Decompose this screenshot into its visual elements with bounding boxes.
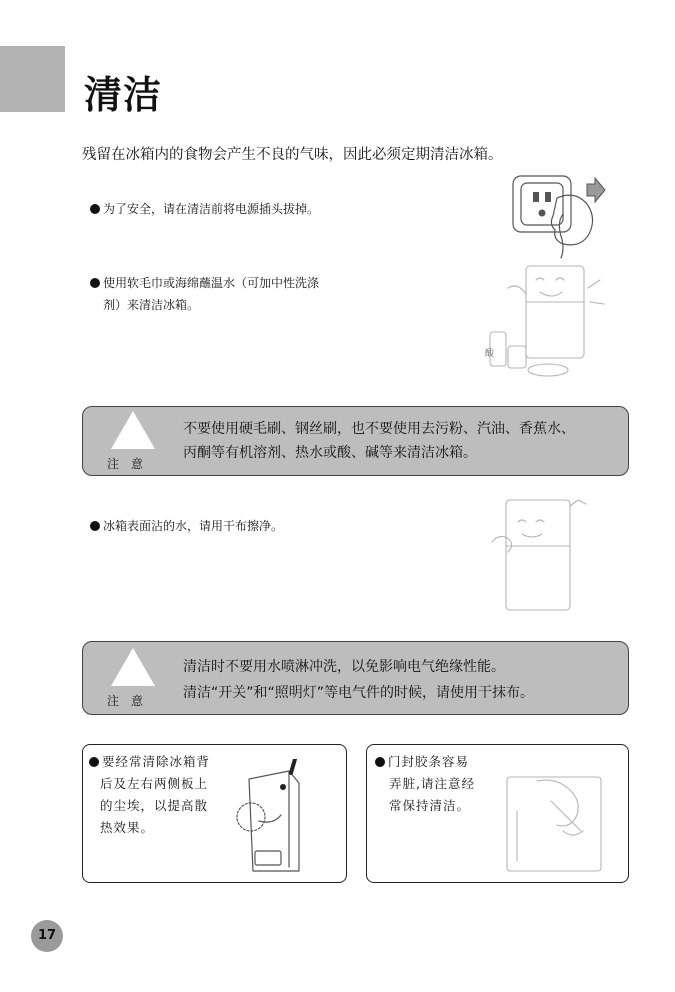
caution-label: 注 意 (107, 694, 144, 708)
caution-text-line1: 不要使用硬毛刷、钢丝刷，也不要使用去污粉、汽油、香蕉水、 (183, 421, 575, 437)
bullet-icon (90, 278, 100, 288)
tip-text (375, 751, 475, 817)
caution-triangle-icon (111, 648, 155, 686)
bullet-icon (90, 521, 100, 531)
instruction-text: 为了安全，请在清洁前将电源插头拔掉。 (103, 202, 320, 216)
caution-box-1 (82, 406, 629, 476)
caution-text-line1: 清洁时不要用水喷淋冲洗，以免影响电气绝缘性能。 (183, 659, 505, 675)
tip-line: 常保持清洁。 (389, 798, 471, 813)
page-number: 17 (31, 920, 63, 952)
instruction-text: 冰箱表面沾的水，请用干布擦净。 (103, 519, 284, 533)
instruction-unplug (90, 198, 319, 220)
intro-text: 残留在冰箱内的食物会产生不良的气味，因此必须定期清洁冰箱。 (82, 147, 503, 163)
tip-box-door-seal (366, 744, 629, 883)
caution-triangle-icon (111, 411, 155, 449)
tip-line: 热效果。 (100, 820, 155, 835)
instruction-wipe-water (90, 515, 283, 537)
tip-line: 的尘埃，以提高散 (100, 798, 209, 813)
unplug-illustration (495, 168, 607, 266)
bullet-icon (89, 757, 99, 767)
instruction-soft-towel (90, 272, 319, 316)
acid-bottle-label: 酸 (485, 349, 495, 359)
caution-box-2 (82, 641, 629, 715)
tip-line: 弄脏,请注意经 (389, 776, 475, 791)
caution-text-line2: 清洁“开关”和“照明灯”等电气件的时候，请使用干抹布。 (183, 685, 535, 701)
caution-text-line2: 丙酮等有机溶剂、热水或酸、碱等来清洁冰箱。 (183, 445, 477, 461)
tip-box-back-dust (82, 744, 347, 883)
tip-line: 要经常清除冰箱背 (102, 754, 211, 769)
tip-line: 门封胶条容易 (388, 754, 470, 769)
fridge-cleaning-illustration (478, 258, 608, 388)
fridge-back-brush-illustration (233, 759, 317, 875)
caution-label: 注 意 (107, 457, 144, 471)
bullet-icon (375, 757, 385, 767)
bullet-icon (90, 204, 100, 214)
caution-text (183, 417, 575, 465)
tip-text (89, 751, 210, 839)
page-title: 清洁 (84, 73, 163, 117)
caution-text (183, 654, 534, 706)
instruction-text-line1: 使用软毛巾或海绵蘸温水（可加中性洗涤 (103, 276, 320, 290)
instruction-text-line2: 剂）来清洁冰箱。 (103, 298, 200, 312)
door-seal-cleaning-illustration (497, 771, 609, 875)
fridge-wiping-illustration (482, 486, 592, 614)
title-tab-marker (0, 46, 65, 112)
tip-line: 后及左右两侧板上 (100, 776, 209, 791)
